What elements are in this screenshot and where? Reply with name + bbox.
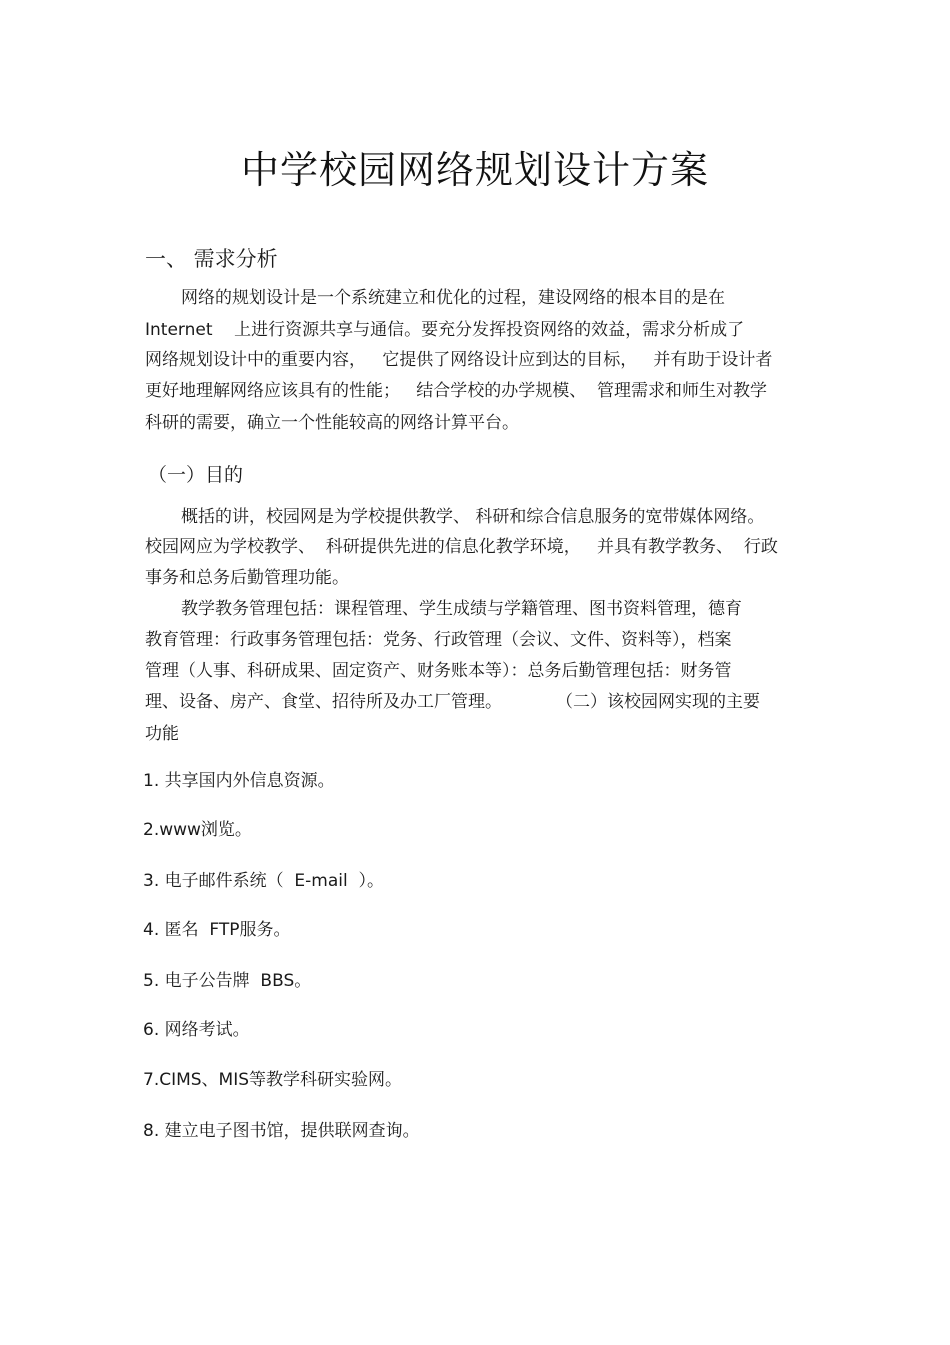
paragraph-line: 校园网应为学校教学、 科研提供先进的信息化教学环境， 并具有教学教务、 行政 bbox=[145, 537, 778, 557]
list-item: 8. 建立电子图书馆，提供联网查询。 bbox=[143, 1121, 420, 1141]
list-item: 7.CIMS、MIS等教学科研实验网。 bbox=[143, 1070, 403, 1090]
paragraph-line: 理、设备、房产、食堂、招待所及办工厂管理。 （二）该校园网实现的主要 bbox=[145, 692, 761, 712]
paragraph-line: 概括的讲，校园网是为学校提供教学、 科研和综合信息服务的宽带媒体网络。 bbox=[181, 507, 765, 527]
paragraph-line: 网络规划设计中的重要内容， 它提供了网络设计应到达的目标， 并有助于设计者 bbox=[145, 350, 773, 370]
paragraph-line: 更好地理解网络应该具有的性能； 结合学校的办学规模、 管理需求和师生对教学 bbox=[145, 381, 768, 401]
document-title: 中学校园网络规划设计方案 bbox=[240, 148, 709, 192]
list-item: 3. 电子邮件系统（ E-mail ）。 bbox=[143, 871, 385, 891]
list-item: 4. 匿名 FTP服务。 bbox=[143, 920, 291, 940]
paragraph-line: Internet 上进行资源共享与通信。要充分发挥投资网络的效益，需求分析成了 bbox=[145, 320, 745, 340]
list-item: 1. 共享国内外信息资源。 bbox=[143, 771, 335, 791]
subsection-heading-purpose: （一）目的 bbox=[148, 464, 244, 486]
paragraph-line: 教育管理：行政事务管理包括：党务、行政管理（会议、文件、资料等），档案 bbox=[145, 630, 732, 650]
paragraph-line: 事务和总务后勤管理功能。 bbox=[145, 568, 349, 588]
paragraph-line: 管理（人事、科研成果、固定资产、财务账本等）：总务后勤管理包括：财务管 bbox=[145, 661, 732, 681]
section-heading-requirements: 一、 需求分析 bbox=[145, 247, 278, 271]
paragraph-line: 科研的需要，确立一个性能较高的网络计算平台。 bbox=[145, 413, 519, 433]
paragraph-line: 教学教务管理包括：课程管理、学生成绩与学籍管理、图书资料管理，德育 bbox=[181, 599, 742, 619]
list-item: 6. 网络考试。 bbox=[143, 1020, 250, 1040]
list-item: 5. 电子公告牌 BBS。 bbox=[143, 971, 312, 991]
paragraph-line: 功能 bbox=[145, 724, 179, 744]
paragraph-line: 网络的规划设计是一个系统建立和优化的过程，建设网络的根本目的是在 bbox=[181, 288, 725, 308]
list-item: 2.www浏览。 bbox=[143, 820, 252, 840]
